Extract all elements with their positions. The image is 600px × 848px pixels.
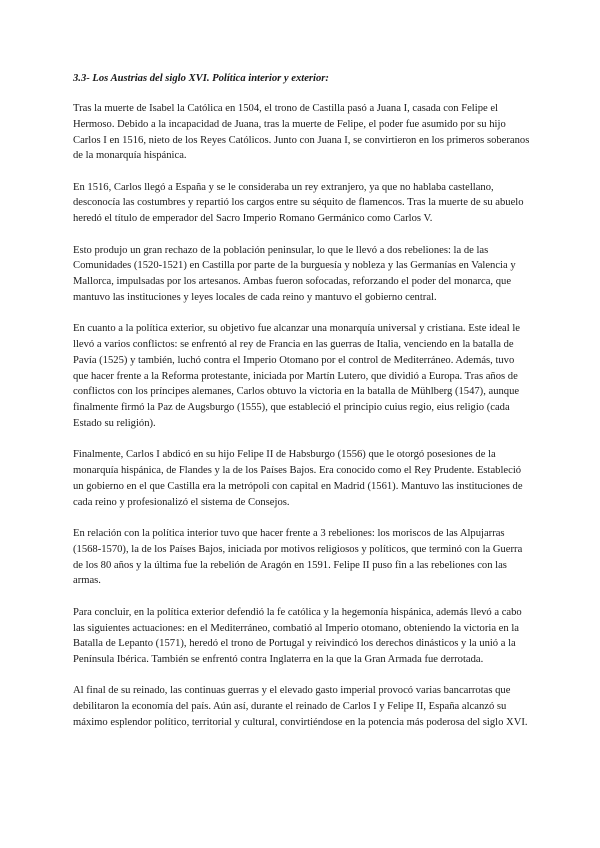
paragraph: Tras la muerte de Isabel la Católica en 1504, el trono de Castilla pasó a Juana I, casada con Felipe el Hermoso. Debido a la incapacidad de Juana, tras la muerte de Felipe, el poder fue asumido por su hijo Carlos I en 1516, nieto de los Reyes Católicos. Junto con Juana I, se convirtieron en los primeros soberanos de la monarquía hispánica.	[73, 103, 530, 162]
paragraph: Finalmente, Carlos I abdicó en su hijo Felipe II de Habsburgo (1556) que le otorgó posesiones de la monarquía hispánica, de Flandes y la de los Países Bajos. Era conocido como el Rey Prudente. Estableció un gobierno en el que Castilla era la metrópoli con capital en Madrid (1561). Mantuvo las instituciones de cada reino y profesionalizó el sistema de Consejos.	[73, 449, 523, 508]
paragraph: En cuanto a la política exterior, su objetivo fue alcanzar una monarquía universal y cristiana. Este ideal le llevó a varios conflictos: se enfrentó al rey de Francia en las guerras de Italia, venciendo en la batalla de Pavía (1525) y también, luchó contra el Imperio Otomano por el control de Mediterráneo. Además, tuvo que hacer frente a la Reforma protestante, iniciada por Martín Lutero, que dividió a Europa. Tras años de conflictos con los príncipes alemanes, Carlos obtuvo la victoria en la batalla de Mühlberg (1547), aunque finalmente firmó la Paz de Augsburgo (1555), que estableció el principio cuius regio, eius religio (cada Estado su religión).	[73, 323, 520, 430]
paragraph: Al final de su reinado, las continuas guerras y el elevado gasto imperial provocó varias bancarrotas que debilitaron la economía del país. Aún así, durante el reinado de Carlos I y Felipe II, España alcanzó su máximo esplendor político, territorial y cultural, convirtiéndose en la potencia más poderosa del siglo XVI.	[73, 685, 528, 728]
paragraph: En 1516, Carlos llegó a España y se le consideraba un rey extranjero, ya que no hablaba castellano, desconocía las costumbres y repartió los cargos entre su séquito de flamencos. Tras la muerte de su abuelo heredó el título de emperador del Sacro Imperio Romano Germánico como Carlos V.	[73, 181, 524, 225]
paragraph: Para concluir, en la política exterior defendió la fe católica y la hegemonía hispánica, además llevó a cabo las siguientes actuaciones: en el Mediterráneo, combatió al Imperio otomano, obteniendo la victoria en la Batalla de Lepanto (1571), heredó el trono de Portugal y reivindicó los derechos dinásticos y la unió a la Península Ibérica. También se enfrentó contra Inglaterra en la que la Gran Armada fue derrotada.	[73, 606, 522, 666]
paragraph: En relación con la política interior tuvo que hacer frente a 3 rebeliones: los moriscos de las Alpujarras (1568-1570), la de los Países Bajos, iniciada por motivos religiosos y políticos, que terminó con la Guerra de los 80 años y la última fue la rebelión de Aragón en 1591. Felipe II puso fin a las rebeliones con las armas.	[73, 528, 523, 587]
section-title: 3.3- Los Austrias del siglo XVI. Política interior y exterior:	[73, 73, 329, 84]
paragraph: Esto produjo un gran rechazo de la población peninsular, lo que le llevó a dos rebeliones: la de las Comunidades (1520-1521) en Castilla por parte de la burguesía y nobleza y las Germanías en Valencia y Mallorca, impulsadas por los artesanos. Ambas fueron sofocadas, reforzando el poder del monarca, que mantuvo las instituciones y leyes locales de cada reino y mantuvo el gobierno central.	[73, 244, 516, 303]
